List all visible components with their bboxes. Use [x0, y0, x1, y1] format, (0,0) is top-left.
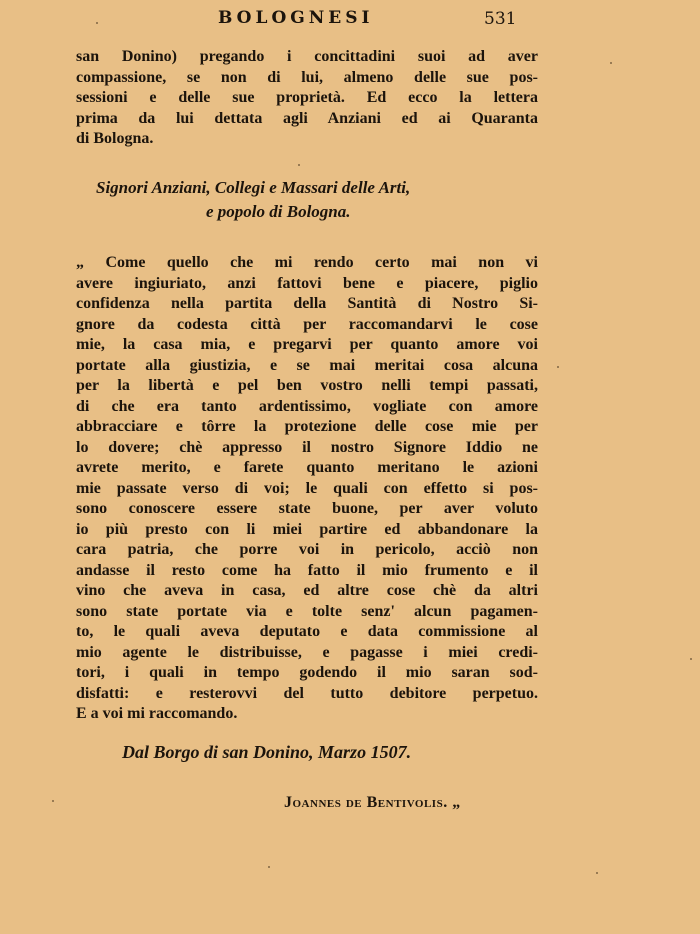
text-line: avere ingiuriato, anzi fattovi bene e piacere, piglio [76, 274, 538, 292]
text-line: mie passate verso di voi; le quali con effetto si pos- [76, 479, 538, 497]
running-title: BOLOGNESI [218, 8, 374, 28]
text-line: sono state portate via e tolte senz' alcun pagamen- [76, 602, 538, 620]
text-line: sessioni e delle sue proprietà. Ed ecco la lettera [76, 89, 538, 106]
text-line: sono conoscere essere state buone, per aver voluto [76, 500, 538, 517]
text-line: gnore da codesta città per raccomandarvi le cose [76, 315, 538, 333]
address-line: Signori Anziani, Collegi e Massari delle Arti, [96, 178, 411, 197]
text-line: „ Come quello che mi rendo certo mai non vi [76, 254, 538, 271]
text-line: andasse il resto come ha fatto il mio frumento e il [76, 561, 538, 579]
letter-body [76, 253, 538, 725]
paper-speck [96, 22, 98, 24]
page-number: 531 [484, 9, 517, 29]
letter-address [76, 176, 538, 224]
text-line: confidenza nella partita della Santità di Nostro Si- [76, 295, 538, 312]
intro-paragraph [76, 47, 538, 150]
address-line: e popolo di Bologna. [206, 202, 351, 221]
text-line: di Bologna. [76, 130, 154, 147]
text-line: abbracciare e tôrre la protezione delle cose mie per [76, 418, 538, 435]
signature: Joannes de Bentivolis. „ [284, 794, 461, 811]
text-line: san Donino) pregando i concittadini suoi ad aver [76, 48, 538, 65]
paper-speck [298, 164, 300, 166]
text-line: lo dovere; chè appresso il nostro Signore Iddio ne [76, 438, 538, 456]
text-line: prima da lui dettata agli Anziani ed ai Quaranta [76, 109, 538, 127]
running-head [0, 8, 700, 32]
text-line: mie, la casa mia, e pregarvi per quanto amore voi [76, 336, 538, 353]
text-line: vino che aveva in casa, ed altre cose chè da altri [76, 582, 538, 599]
paper-speck [690, 658, 692, 660]
text-line: E a voi mi raccomando. [76, 705, 238, 722]
text-line: avrete merito, e farete quanto meritano le azioni [76, 459, 538, 476]
text-line: disfatti: e resterovvi del tutto debitore perpetuo. [76, 684, 538, 702]
paper-speck [610, 62, 612, 64]
text-line: portate alla giustizia, e se mai meritai cosa alcuna [76, 356, 538, 374]
text-line: compassione, se non di lui, almeno delle sue pos- [76, 68, 538, 86]
text-line: mio agente le distribuisse, e pagasse i miei credi- [76, 643, 538, 661]
text-line: io più presto con li miei partire ed abbandonare la [76, 520, 538, 538]
text-line: cara patria, che porre voi in pericolo, acciò non [76, 541, 538, 558]
text-line: di che era tanto ardentissimo, vogliate con amore [76, 397, 538, 415]
paper-speck [596, 872, 598, 874]
text-line: per la libertà e pel ben vostro nelli tempi passati, [76, 377, 538, 394]
dateline: Dal Borgo di san Donino, Marzo 1507. [122, 742, 412, 762]
text-line: tori, i quali in tempo godendo il mio saran sod- [76, 664, 538, 681]
text-line: to, le quali aveva deputato e data commissione al [76, 623, 538, 640]
paper-speck [52, 800, 54, 802]
paper-speck [268, 866, 270, 868]
paper-speck [557, 366, 559, 368]
